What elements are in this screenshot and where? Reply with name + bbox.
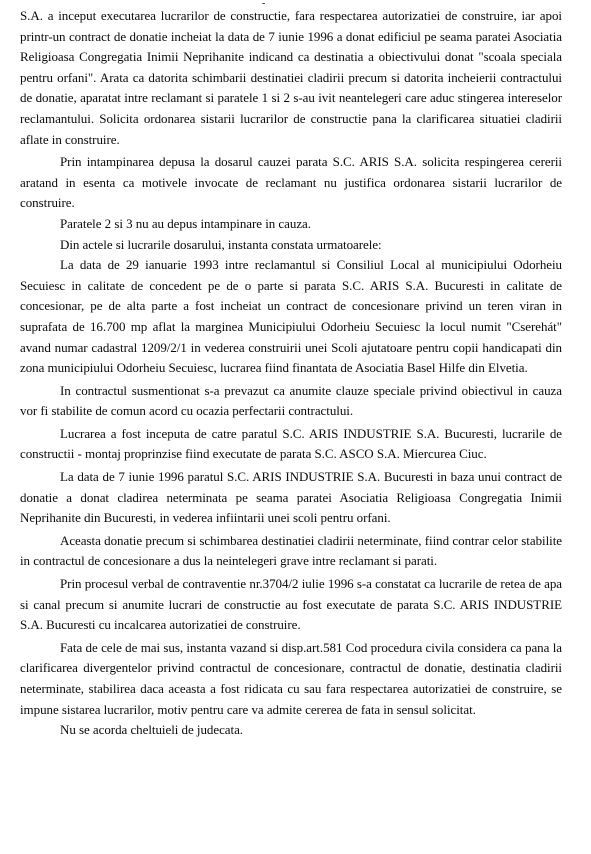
- paragraph-claim-summary: S.A. a inceput executarea lucrarilor de constructie, fara respectarea autorizatiei de construire, iar apoi printr-un contract de donatie incheiat la data de 7 iunie 1996 a donat edificiul pe seama paratei Asociatia Religioasa Congregatia Inimii Neprihanite indicand ca destinatia a obiectivului donat "scoala speciala pentru orfani". Arata ca datorita schimbarii destinatiei cladirii precum si datorita incheierii contractului de donatie, aparatat intre reclamant si paratele 1 si 2 s-au ivit neantelegeri care aduc stingerea intereselor reclamantului. Solicita ordonarea sistarii lucrarilor de constructie pana la clarificarea situatiei cladirii aflate in construire.: [20, 8, 562, 147]
- document-body: [20, 6, 562, 741]
- paragraph-donation: La data de 7 iunie 1996 paratul S.C. ARIS INDUSTRIE S.A. Bucuresti in baza unui contract de donatie a donat cladirea neterminata pe seama paratei Asociatia Religioasa Congregatia Inimii Neprihanite din Bucuresti, in vederea infiintarii unei scoli pentru orfani.: [20, 469, 562, 526]
- paragraph-works-started: Lucrarea a fost inceputa de catre paratul S.C. ARIS INDUSTRIE S.A. Bucuresti, lucrarile de constructii - montaj proprinzise fiind executate de parata S.C. ASCO S.A. Miercurea Ciuc.: [20, 425, 562, 462]
- paragraph-contravention-report: Prin procesul verbal de contraventie nr.3704/2 iulie 1996 s-a constatat ca lucrarile de retea de apa si canal precum si anumite lucrari de constructie au fost executate de parata S.C. ARIS INDUSTRIE S.A. Bucuresti cu incalcarea autorizatiei de construire.: [20, 576, 562, 633]
- paragraph-court-decision: Fata de cele de mai sus, instanta vazand si disp.art.581 Cod procedura civila considera ca pana la clarificarea divergentelor privind contractul de concesionare, contractul de donatie, destinatia cladirii neterminate, stabilirea daca aceasta a fost ridicata cu sau fara respectarea autorizatiei de construire, se impune sistarea lucrarilor, motiv pentru care va admite cererea de fata in sensul solicitat.: [20, 639, 562, 717]
- paragraph-disagreements: Aceasta donatie precum si schimbarea destinatiei cladirii neterminate, fiind contrar celor stabilite in contractul de concesionare a dus la neintelegeri grave intre reclamant si parati.: [20, 532, 562, 569]
- paragraph-findings-intro: Din actele si lucrarile dosarului, instanta constata urmatoarele:: [60, 236, 382, 252]
- page-top-mark: -: [262, 0, 266, 9]
- paragraph-defendant-response: Prin intampinarea depusa la dosarul cauzei parata S.C. ARIS S.A. solicita respingerea cererii aratand in esenta ca motivele invocate de reclamant nu justifica ordonarea sistarii lucrarilor de construire.: [20, 154, 562, 211]
- paragraph-special-clauses: In contractul susmentionat s-a prevazut ca anumite clauze speciale privind obiectivul in cauza vor fi stabilite de comun acord cu ocazia perfectarii contractului.: [20, 382, 562, 419]
- paragraph-concession-contract: La data de 29 ianuarie 1993 intre reclamantul si Consiliul Local al municipiului Odorheiu Secuiesc in calitate de concedent pe de o parte si parata S.C. ARIS S.A. Bucuresti in calitate de concesionar, pe de alta parte a fost incheiat un contract de concesionare privind un teren viran in suprafata de 16.700 mp aflat la marginea Municipiului Odorheiu Secuiesc la locul numit "Cserehát" avand numar cadastral 1209/2/1 in vederea construirii unei Scoli ajutatoare pentru copii handicapati din zona municipiului Odorheiu Secuiesc, lucrarea fiind finantata de Asociatia Basel Hilfe din Elvetia.: [20, 257, 562, 376]
- paragraph-no-response: Paratele 2 si 3 nu au depus intampinare in cauza.: [60, 215, 311, 231]
- paragraph-court-costs: Nu se acorda cheltuieli de judecata.: [60, 722, 243, 738]
